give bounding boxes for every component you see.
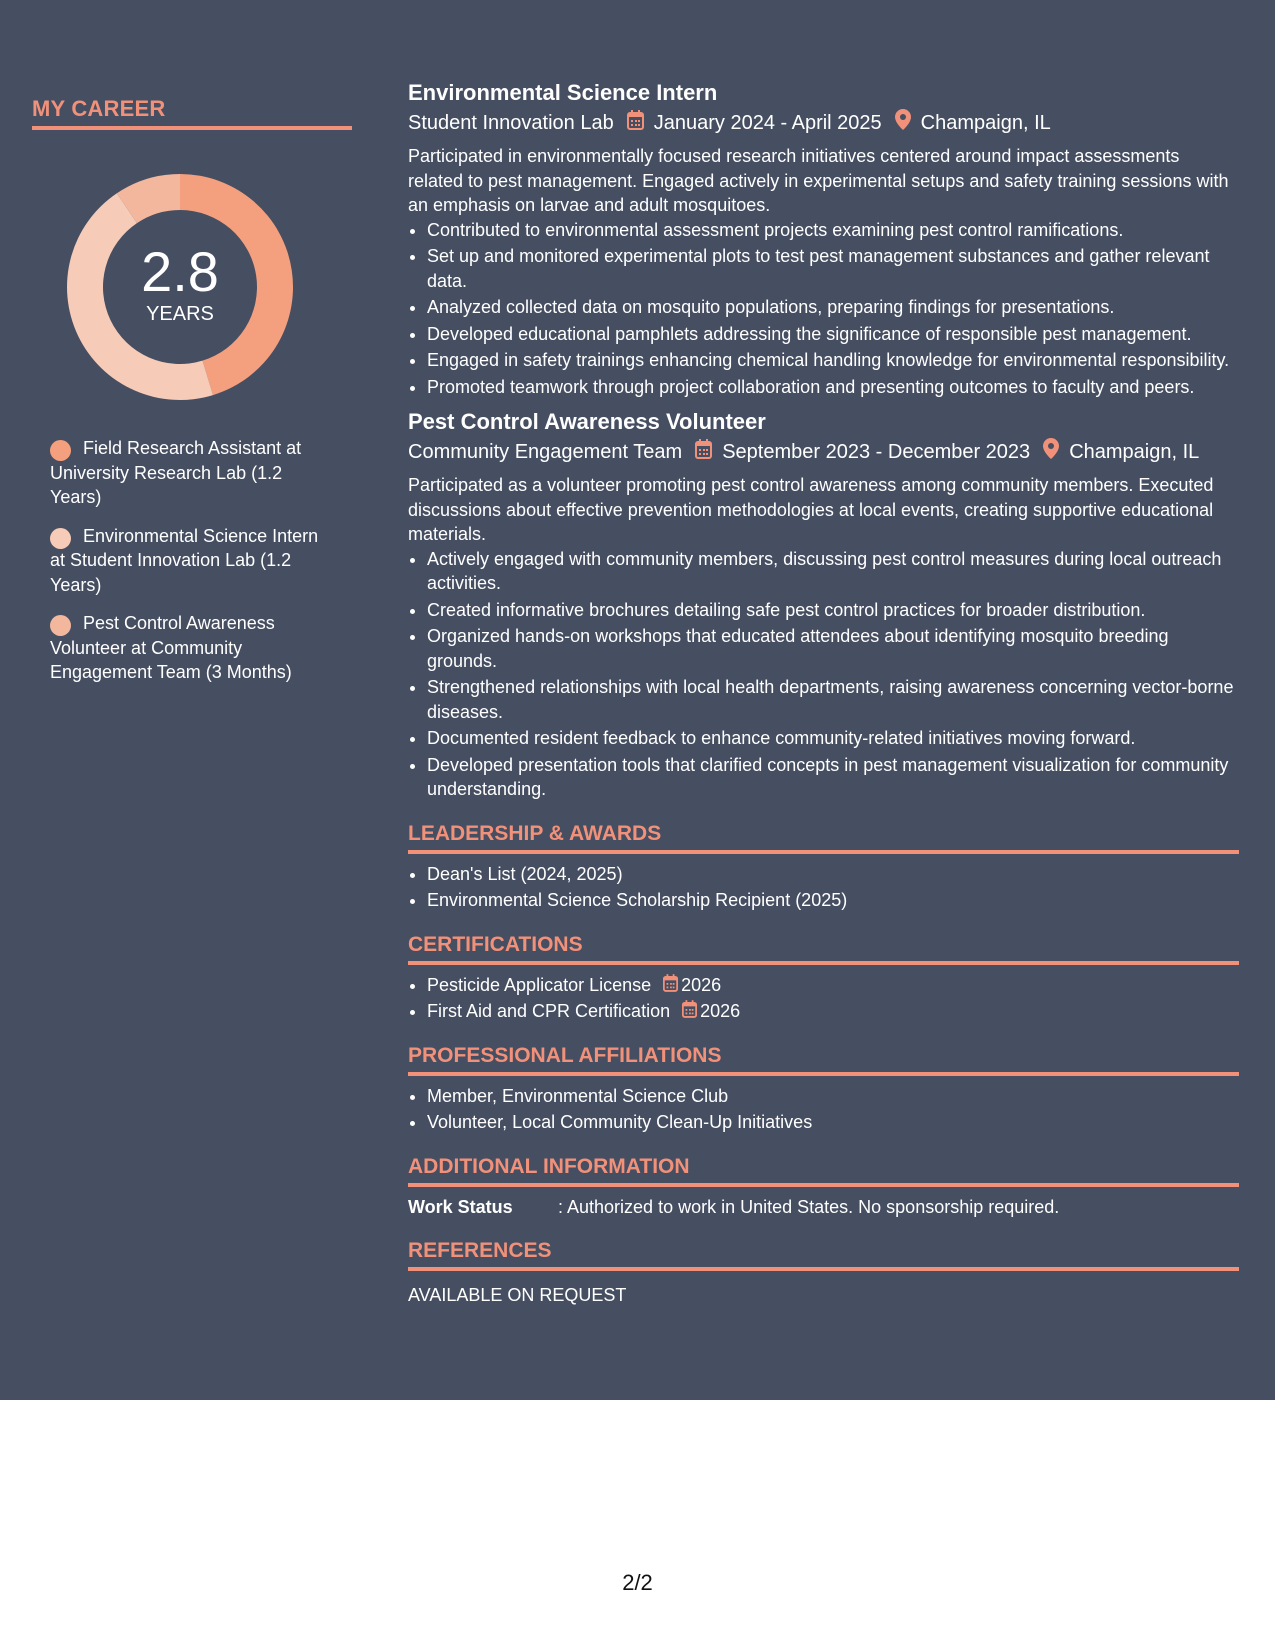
calendar-icon xyxy=(695,438,712,468)
additional-info-heading: ADDITIONAL INFORMATION xyxy=(408,1154,1239,1187)
career-title: MY CAREER xyxy=(32,96,352,130)
legend-item xyxy=(50,524,330,598)
job-bullet: • Contributed to environmental assessment projects examining pest control ramifications. xyxy=(427,218,1239,243)
career-legend xyxy=(50,436,330,685)
list-item: • Environmental Science Scholarship Recipient (2025) xyxy=(427,888,1239,913)
job-entry xyxy=(408,407,1239,802)
job-dates: September 2023 - December 2023 xyxy=(722,441,1031,463)
job-org: Student Innovation Lab xyxy=(408,112,614,134)
page-number: 2/2 xyxy=(622,1570,653,1595)
certification-item xyxy=(427,999,1239,1024)
job-dates: January 2024 - April 2025 xyxy=(653,112,882,134)
work-status-row xyxy=(408,1195,1239,1220)
job-bullet: • Created informative brochures detailing safe pest control practices for broader distribution. xyxy=(427,598,1239,623)
job-bullets xyxy=(408,218,1239,400)
legend-item xyxy=(50,436,330,510)
job-bullet: • Developed presentation tools that clarified concepts in pest management visualization for community understanding. xyxy=(427,753,1239,802)
job-bullet: • Actively engaged with community members, discussing pest control measures during local outreach activities. xyxy=(427,547,1239,596)
list-item: • Volunteer, Local Community Clean-Up Initiatives xyxy=(427,1110,1239,1135)
work-status-value: : Authorized to work in United States. No sponsorship required. xyxy=(558,1196,1060,1217)
main-column xyxy=(408,78,1239,1308)
job-bullet: • Developed educational pamphlets addressing the significance of responsible pest management. xyxy=(427,322,1239,347)
total-years-unit: YEARS xyxy=(146,302,214,325)
affiliations-heading: PROFESSIONAL AFFILIATIONS xyxy=(408,1043,1239,1076)
list-item: • Dean's List (2024, 2025) xyxy=(427,862,1239,887)
job-title: Environmental Science Intern xyxy=(408,80,718,105)
job-bullet: • Set up and monitored experimental plots to test pest management substances and gather relevant data. xyxy=(427,244,1239,293)
references-text: AVAILABLE ON REQUEST xyxy=(408,1285,627,1305)
job-bullet: • Promoted teamwork through project collaboration and presenting outcomes to faculty and peers. xyxy=(427,375,1239,400)
references-heading: REFERENCES xyxy=(408,1238,1239,1271)
legend-dot xyxy=(50,440,71,461)
job-entry xyxy=(408,78,1239,399)
leadership-heading: LEADERSHIP & AWARDS xyxy=(408,821,1239,854)
legend-dot xyxy=(50,615,71,636)
calendar-icon xyxy=(663,974,678,999)
list-item: • Member, Environmental Science Club xyxy=(427,1084,1239,1109)
certifications-list xyxy=(408,973,1239,1024)
calendar-icon xyxy=(682,1000,697,1025)
job-bullets xyxy=(408,547,1239,802)
job-description: Participated as a volunteer promoting pest control awareness among community members. Executed discussions about effective prevention methodologies at local events, creating supportive educational materials. xyxy=(408,475,1214,544)
job-location: Champaign, IL xyxy=(1069,441,1200,463)
work-status-label: Work Status xyxy=(408,1196,513,1217)
job-description: Participated in environmentally focused research initiatives centered around impact assessments related to pest management. Engaged actively in experimental setups and safety training sessions with an emphasis on larvae and adult mosquitoes. xyxy=(408,146,1229,215)
total-years-value: 2.8 xyxy=(141,239,219,303)
donut-center xyxy=(65,172,295,402)
job-bullet: • Documented resident feedback to enhance community-related initiatives moving forward. xyxy=(427,726,1239,751)
certifications-heading: CERTIFICATIONS xyxy=(408,932,1239,965)
job-bullet: • Organized hands-on workshops that educated attendees about identifying mosquito breeding grounds. xyxy=(427,624,1239,673)
certification-name: • Pesticide Applicator License xyxy=(427,974,652,995)
job-meta xyxy=(408,437,1239,467)
certification-item xyxy=(427,973,1239,998)
career-donut-chart xyxy=(65,172,295,402)
job-location: Champaign, IL xyxy=(920,112,1051,134)
legend-dot xyxy=(50,528,71,549)
certification-year: 2026 xyxy=(681,974,722,995)
legend-label: Field Research Assistant at University Research Lab (1.2 Years) xyxy=(50,438,302,507)
location-pin-icon xyxy=(1043,438,1059,468)
calendar-icon xyxy=(627,109,644,139)
job-meta xyxy=(408,108,1239,138)
job-bullet: • Strengthened relationships with local health departments, raising awareness concerning vector-borne diseases. xyxy=(427,675,1239,724)
leadership-list xyxy=(408,862,1239,913)
job-bullet: • Engaged in safety trainings enhancing chemical handling knowledge for environmental responsibility. xyxy=(427,348,1239,373)
legend-label: Pest Control Awareness Volunteer at Community Engagement Team (3 Months) xyxy=(50,613,292,682)
job-bullet: • Analyzed collected data on mosquito populations, preparing findings for presentations. xyxy=(427,295,1239,320)
sidebar xyxy=(32,96,352,699)
location-pin-icon xyxy=(895,109,911,139)
job-title: Pest Control Awareness Volunteer xyxy=(408,409,766,434)
certification-name: • First Aid and CPR Certification xyxy=(427,1001,671,1021)
affiliations-list xyxy=(408,1084,1239,1135)
legend-label: Environmental Science Intern at Student Innovation Lab (1.2 Years) xyxy=(50,525,319,595)
job-org: Community Engagement Team xyxy=(408,441,683,463)
certification-year: 2026 xyxy=(700,1001,741,1021)
legend-item xyxy=(50,611,330,685)
